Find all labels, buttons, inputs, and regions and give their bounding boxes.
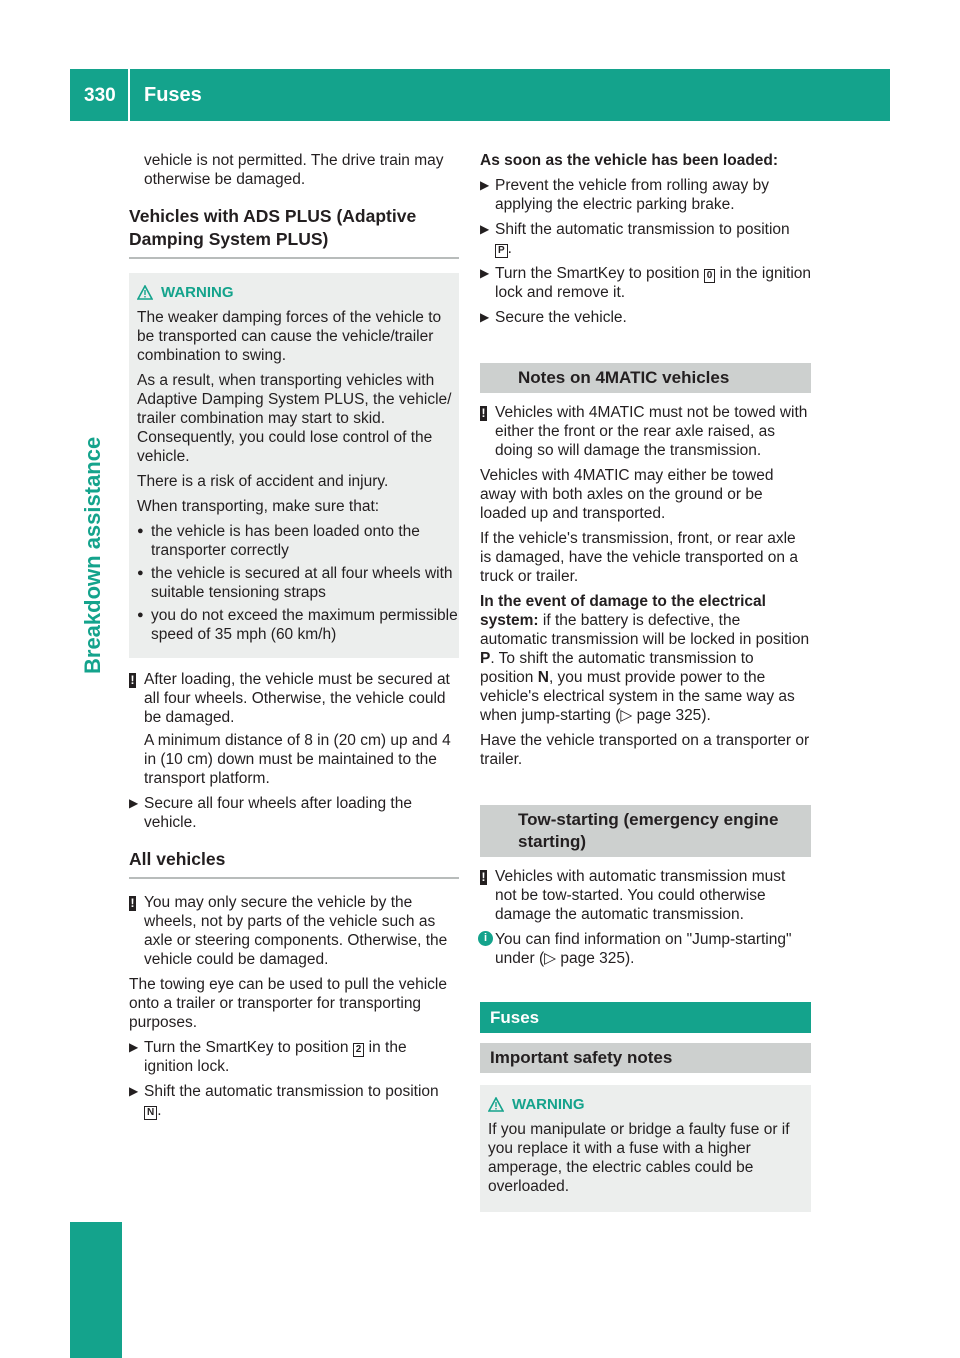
warning-header [488,1095,811,1114]
warning-triangle-icon [137,285,153,301]
warning-text: There is a risk of accident and injury. [137,473,389,490]
page-number: 330 [84,84,116,106]
exclamation-icon: ! [130,896,135,910]
list-item: ● the vehicle is has been loaded onto the transporter correctly [137,523,420,559]
instruction-step: ▶ Turn the SmartKey to position 2 in the ignition lock. [129,1039,407,1075]
arrow-icon: ▶ [129,1084,139,1098]
instruction-step: ▶ Secure the vehicle. [480,309,627,326]
warning-triangle-icon [488,1097,504,1113]
body-text: If the vehicle's transmission, front, or rear axle is damaged, have the vehicle transported on a truck or trailer. [480,530,798,585]
page-reference-link[interactable]: page 325 [560,950,626,967]
gear-p-icon: P [495,244,508,258]
arrow-icon: ▶ [129,1040,139,1054]
warning-box [480,1085,811,1212]
caution-note: ! Vehicles with automatic transmission must not be tow-started. You could otherwise damage the automatic transmission. [481,868,786,923]
section-heading-fuses: Fuses [480,1002,811,1033]
heading-rule [129,877,459,879]
section-heading-safety: Important safety notes [480,1043,811,1073]
gear-n-icon: N [144,1106,157,1120]
intro-text: vehicle is not permitted. The drive train may otherwise be damaged. [144,152,444,188]
caution-note: ! Vehicles with 4MATIC must not be towed with either the front or the rear axle raised, as doing so will damage the transmission. [481,404,808,459]
chapter-tab [70,1222,122,1358]
key-position-0-icon: 0 [704,269,716,283]
page-reference-link[interactable]: page 325 [636,707,702,724]
list-item: ● the vehicle is secured at all four wheels with suitable tensioning straps [137,565,453,601]
body-text: Have the vehicle transported on a transporter or trailer. [480,732,810,768]
page-header [70,69,890,121]
key-position-2-icon: 2 [353,1043,365,1057]
warning-box [129,273,459,658]
section-heading-4matic: Notes on 4MATIC vehicles [480,363,811,393]
arrow-icon: ▶ [480,222,490,236]
page-title: Fuses [144,83,202,106]
body-text: Vehicles with 4MATIC may either be towed away with both axles on the ground or be loaded up and transported. [480,467,774,522]
warning-text: The weaker damping forces of the vehicle to be transported can cause the vehicle/trailer combination to swing. [137,309,442,364]
bullet-icon: ● [137,567,144,579]
warning-text: When transporting, make sure that: [137,498,380,515]
chapter-sidebar [70,120,122,1238]
warning-text: As a result, when transporting vehicles with Adaptive Damping System PLUS, the vehicle/ trailer combination may start to skid. Consequently, you could lose control of the vehicle. [137,372,452,465]
arrow-icon: ▶ [480,266,490,280]
instruction-step: ▶ Secure all four wheels after loading the vehicle. [129,795,412,831]
caution-note: ! You may only secure the vehicle by the wheels, not by parts of the vehicle such as axle or steering components. Otherwise, the vehicle could be damaged. [130,894,448,968]
info-note: i You can find information on "Jump-starting" under (▷ page 325). [480,930,811,968]
instruction-step: ▶ Turn the SmartKey to position 0 in the ignition lock and remove it. [480,265,811,301]
page-reference-arrow-icon: ▷ [620,707,633,724]
section-heading-tow-starting: Tow-starting (emergency engine starting) [480,805,811,857]
instruction-step: ▶ Prevent the vehicle from rolling away by applying the electric parking brake. [480,177,769,213]
exclamation-icon: ! [130,673,135,687]
warning-header [137,283,459,302]
chapter-label: Breakdown assistance [80,436,105,674]
info-icon: i [478,931,493,946]
subheading-loaded: As soon as the vehicle has been loaded: [480,152,779,169]
exclamation-icon: ! [481,406,486,420]
bullet-icon: ● [137,525,144,537]
body-text: The towing eye can be used to pull the vehicle onto a trailer or transporter for transporting purposes. [129,976,447,1031]
heading-rule [129,257,459,259]
instruction-step: ▶ Shift the automatic transmission to position N . [129,1083,439,1119]
right-column [480,151,811,1224]
arrow-icon: ▶ [480,310,490,324]
bullet-icon: ● [137,609,144,621]
arrow-icon: ▶ [480,178,490,192]
heading-ads-plus: Vehicles with ADS PLUS (Adaptive Damping System PLUS) [129,206,417,249]
warning-label: WARNING [512,1096,585,1113]
heading-all-vehicles: All vehicles [129,849,226,869]
arrow-icon: ▶ [129,796,139,810]
list-item: ● you do not exceed the maximum permissible speed of 35 mph (60 km/h) [137,607,458,643]
warning-label: WARNING [161,284,234,301]
warning-text: If you manipulate or bridge a faulty fuse or if you replace it with a fuse with a higher amperage, the electric cables could be overloaded. [488,1121,790,1195]
body-text: In the event of damage to the electrical system: if the battery is defective, the automatic transmission will be locked in position P. To shift the automatic transmission to position N, you must provide power to the vehicle's electrical system in the same way as when jump-starting (▷ page 325). [480,593,810,724]
caution-note: ! After loading, the vehicle must be secured at all four wheels. Otherwise, the vehicle could be damaged. A minimum distance of 8 in (20 cm) up and 4 in (10 cm) down must be maintained to the transport platform. [130,671,451,787]
left-column [129,151,459,1126]
exclamation-icon: ! [481,870,486,884]
page-reference-arrow-icon: ▷ [544,950,557,967]
instruction-step: ▶ Shift the automatic transmission to position P . [480,221,790,257]
